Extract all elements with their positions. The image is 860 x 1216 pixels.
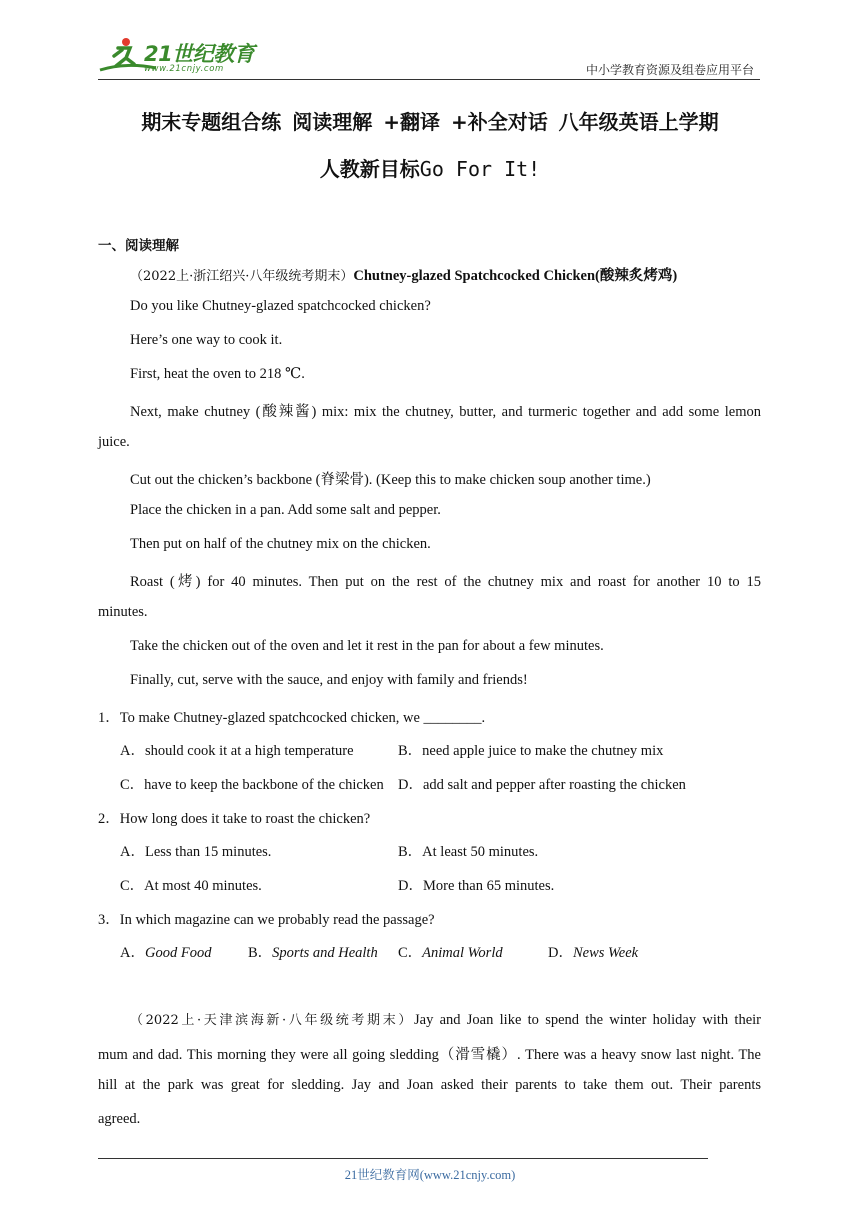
option-b[interactable]: B．At least 50 minutes.: [398, 844, 539, 860]
passage-line: First, heat the oven to 218 ℃.: [130, 366, 305, 382]
option-letter: D．: [548, 945, 573, 961]
passage-source: （2022上·浙江绍兴·八年级统考期末）: [130, 269, 354, 284]
option-letter: A．: [120, 945, 145, 961]
passage-line: Do you like Chutney-glazed spatchcocked chicken?: [130, 298, 431, 314]
question-stem: 2．How long does it take to roast the chicken?: [98, 811, 371, 827]
passage-line: Then put on half of the chutney mix on the chicken.: [130, 536, 431, 552]
option-b[interactable]: B．need apple juice to make the chutney mix: [398, 743, 664, 759]
passage-source-line: [130, 264, 677, 285]
passage-line: Take the chicken out of the oven and let it rest in the pan for about a few minutes.: [130, 638, 604, 654]
option-text: News Week: [572, 945, 639, 961]
passage2-line: mum and dad. This morning they were all going sledding（滑雪橇）. There was a heavy snow last night. The: [98, 1047, 761, 1063]
option-text: Good Food: [144, 945, 212, 961]
question-stem: 3．In which magazine can we probably read the passage?: [98, 912, 435, 928]
option-b[interactable]: [248, 941, 378, 962]
footer-text[interactable]: 21世纪教育网(www.21cnjy.com): [344, 1168, 516, 1182]
option-a[interactable]: A．Less than 15 minutes.: [120, 844, 272, 860]
option-letter: B．: [248, 945, 273, 961]
option-c[interactable]: C．have to keep the backbone of the chicken: [120, 777, 384, 793]
logo-url: www.21cnjy.com: [144, 64, 224, 74]
page-title-line2: [0, 153, 860, 182]
page-title-line1: 期末专题组合练 阅读理解 +翻译 +补全对话 八年级英语上学期: [141, 110, 719, 134]
question-stem: 1．To make Chutney-glazed spatchcocked chicken, we ________.: [98, 710, 486, 726]
passage-line: Cut out the chicken’s backbone (脊梁骨). (Keep this to make chicken soup another time.): [130, 472, 651, 488]
option-letter: C．: [398, 945, 423, 961]
header-platform-text: 中小学教育资源及组卷应用平台: [585, 63, 754, 77]
passage-line: juice.: [98, 434, 130, 450]
option-a[interactable]: A．should cook it at a high temperature: [120, 743, 354, 759]
passage-line: Roast (烤) for 40 minutes. Then put on the rest of the chutney mix and roast for another 10 to 15: [130, 574, 761, 590]
footer-divider: [98, 1158, 708, 1159]
passage-line: Finally, cut, serve with the sauce, and enjoy with family and friends!: [130, 672, 528, 688]
header-divider: [98, 79, 760, 80]
option-d[interactable]: D．More than 65 minutes.: [398, 878, 555, 894]
title-en: Go For It!: [419, 157, 541, 181]
logo-text: 21世纪教育: [144, 42, 255, 66]
passage-title: Chutney-glazed Spatchcocked Chicken(酸辣炙烤鸡): [353, 268, 678, 284]
passage2-source: （2022上·天津滨海新·八年级统考期末）: [130, 1013, 414, 1028]
passage-line: minutes.: [98, 604, 148, 620]
option-text: Sports and Health: [272, 945, 378, 961]
passage-line: Here’s one way to cook it.: [130, 332, 283, 348]
option-a[interactable]: [120, 941, 211, 962]
passage-line: Place the chicken in a pan. Add some salt and pepper.: [130, 502, 441, 518]
passage2-text: Jay and Joan like to spend the winter holiday with their: [413, 1012, 761, 1028]
option-c[interactable]: [398, 941, 503, 962]
passage2-line: hill at the park was great for sledding. Jay and Joan asked their parents to take them out. Their parents: [98, 1077, 761, 1093]
passage2-line1: [130, 1009, 761, 1029]
passage-line: Next, make chutney (酸辣酱) mix: mix the chutney, butter, and turmeric together and add some lemon: [130, 404, 761, 420]
title-cn: 人教新目标: [319, 157, 420, 181]
option-d[interactable]: [548, 941, 638, 962]
section-heading: 一、阅读理解: [98, 238, 179, 254]
option-text: Animal World: [422, 945, 503, 961]
option-c[interactable]: C．At most 40 minutes.: [120, 878, 262, 894]
option-d[interactable]: D．add salt and pepper after roasting the chicken: [398, 777, 686, 793]
passage2-line: agreed.: [98, 1111, 141, 1127]
